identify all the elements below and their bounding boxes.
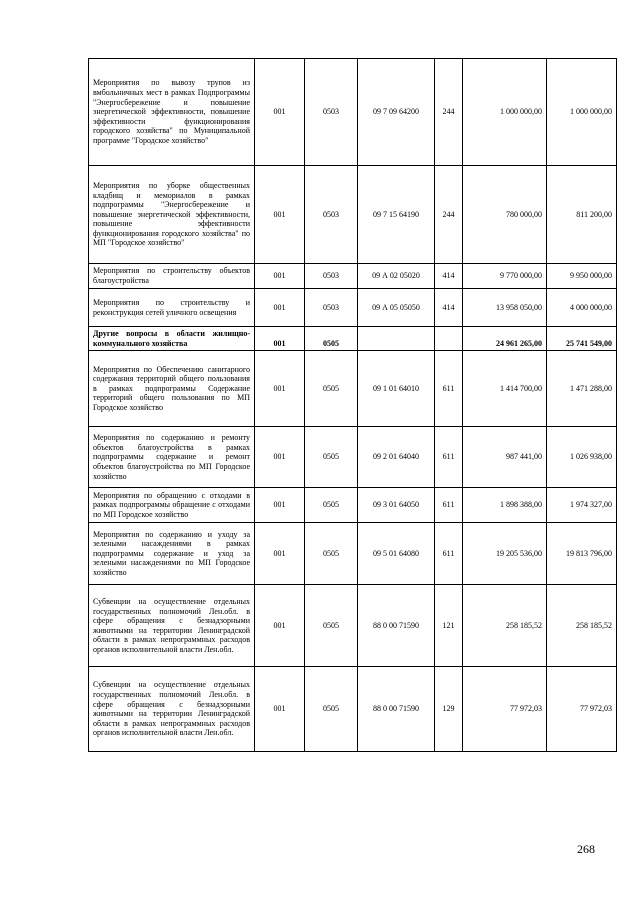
section-code: 0505	[305, 351, 358, 427]
table-row	[89, 667, 617, 752]
expense-type-code: 414	[435, 264, 463, 289]
amount-year-2: 77 972,03	[547, 667, 617, 752]
budget-item-name: Мероприятия по строительству и реконструкция сетей уличного освещения	[89, 289, 255, 327]
section-code: 0505	[305, 427, 358, 488]
amount-year-1: 258 185,52	[463, 585, 547, 667]
amount-year-2: 1 026 938,00	[547, 427, 617, 488]
grbs-code: 001	[255, 327, 305, 351]
target-article-code: 09 3 01 64050	[358, 488, 435, 523]
section-code: 0503	[305, 264, 358, 289]
target-article-code: 88 0 00 71590	[358, 667, 435, 752]
amount-year-1: 9 770 000,00	[463, 264, 547, 289]
expense-type-code: 414	[435, 289, 463, 327]
grbs-code: 001	[255, 427, 305, 488]
budget-item-name: Мероприятия по строительству объектов благоустройства	[89, 264, 255, 289]
table-row	[89, 488, 617, 523]
section-code: 0505	[305, 488, 358, 523]
budget-item-name: Другие вопросы в области жилищно-коммунального хозяйства	[89, 327, 255, 351]
table-row	[89, 289, 617, 327]
amount-year-2: 25 741 549,00	[547, 327, 617, 351]
expense-type-code: 611	[435, 427, 463, 488]
expense-type-code: 244	[435, 166, 463, 264]
grbs-code: 001	[255, 166, 305, 264]
grbs-code: 001	[255, 264, 305, 289]
target-article-code: 09 А 05 05050	[358, 289, 435, 327]
amount-year-1: 1 898 388,00	[463, 488, 547, 523]
budget-item-name: Мероприятия по содержанию и ремонту объектов благоустройства в рамках подпрограммы содержание и ремонт объектов благоустройства по МП Городское хозяйство	[89, 427, 255, 488]
expense-type-code: 611	[435, 523, 463, 585]
amount-year-2: 258 185,52	[547, 585, 617, 667]
budget-item-name: Субвенции на осуществление отдельных государственных полномочий Лен.обл. в сфере обращения с безнадзорными животными на территории Ленинградской области в рамках непрограммных расходов органов исполнительной власти Лен.обл.	[89, 667, 255, 752]
budget-item-name: Мероприятия по Обеспечению санитарного содержания территорий общего пользования в рамках подпрограммы Содержание территорий общего пользования по МП Городское хозяйство	[89, 351, 255, 427]
target-article-code: 09 А 02 05020	[358, 264, 435, 289]
target-article-code: 88 0 00 71590	[358, 585, 435, 667]
expense-type-code	[435, 327, 463, 351]
expense-type-code: 121	[435, 585, 463, 667]
target-article-code	[358, 327, 435, 351]
budget-item-name: Субвенции на осуществление отдельных государственных полномочий Лен.обл. в сфере обращения с безнадзорными животными на территории Ленинградской области в рамках непрограммных расходов органов исполнительной власти Лен.обл.	[89, 585, 255, 667]
budget-item-name: Мероприятия по обращению с отходами в рамках подпрограммы обращение с отходами по МП Городское хозяйство	[89, 488, 255, 523]
grbs-code: 001	[255, 488, 305, 523]
amount-year-2: 811 200,00	[547, 166, 617, 264]
expense-type-code: 611	[435, 351, 463, 427]
budget-item-name: Мероприятия по вывозу трупов из вмбольничных мест в рамках Подпрограммы "Энергосбережение и повышение энергетической эффективности, повышение эффективности функционирования городского хозяйства" по Муниципальной программе "Городское хозяйство"	[89, 59, 255, 166]
target-article-code: 09 1 01 64010	[358, 351, 435, 427]
expense-type-code: 244	[435, 59, 463, 166]
target-article-code: 09 7 09 64200	[358, 59, 435, 166]
expense-type-code: 611	[435, 488, 463, 523]
amount-year-2: 9 950 000,00	[547, 264, 617, 289]
target-article-code: 09 2 01 64040	[358, 427, 435, 488]
section-code: 0505	[305, 327, 358, 351]
grbs-code: 001	[255, 289, 305, 327]
table-row	[89, 351, 617, 427]
amount-year-2: 1 974 327,00	[547, 488, 617, 523]
table-row	[89, 59, 617, 166]
amount-year-1: 1 414 700,00	[463, 351, 547, 427]
grbs-code: 001	[255, 351, 305, 427]
table-row	[89, 327, 617, 351]
budget-table-body	[89, 59, 617, 752]
page-number: 268	[577, 842, 595, 856]
amount-year-2: 19 813 796,00	[547, 523, 617, 585]
grbs-code: 001	[255, 523, 305, 585]
amount-year-1: 13 958 050,00	[463, 289, 547, 327]
expense-type-code: 129	[435, 667, 463, 752]
budget-item-name: Мероприятия по уборке общественных кладбищ и мемориалов в рамках подпрограммы "Энергосбережение и повышение энергетической эффективности, повышение эффективности функционирования городского хозяйства" по МП "Городское хозяйство"	[89, 166, 255, 264]
grbs-code: 001	[255, 667, 305, 752]
amount-year-2: 1 000 000,00	[547, 59, 617, 166]
table-row	[89, 264, 617, 289]
amount-year-2: 4 000 000,00	[547, 289, 617, 327]
amount-year-1: 987 441,00	[463, 427, 547, 488]
grbs-code: 001	[255, 59, 305, 166]
budget-item-name: Мероприятия по содержанию и уходу за зелеными насаждениями в рамках подпрограммы содержание и уход за зелеными насаждениями по МП Городское хозяйство	[89, 523, 255, 585]
target-article-code: 09 5 01 64080	[358, 523, 435, 585]
amount-year-2: 1 471 288,00	[547, 351, 617, 427]
section-code: 0505	[305, 585, 358, 667]
amount-year-1: 780 000,00	[463, 166, 547, 264]
section-code: 0503	[305, 166, 358, 264]
table-row	[89, 523, 617, 585]
budget-table	[88, 58, 617, 752]
table-row	[89, 585, 617, 667]
table-row	[89, 427, 617, 488]
table-row	[89, 166, 617, 264]
amount-year-1: 77 972,03	[463, 667, 547, 752]
amount-year-1: 1 000 000,00	[463, 59, 547, 166]
section-code: 0503	[305, 289, 358, 327]
target-article-code: 09 7 15 64190	[358, 166, 435, 264]
amount-year-1: 24 961 265,00	[463, 327, 547, 351]
section-code: 0505	[305, 523, 358, 585]
grbs-code: 001	[255, 585, 305, 667]
amount-year-1: 19 205 536,00	[463, 523, 547, 585]
section-code: 0503	[305, 59, 358, 166]
section-code: 0505	[305, 667, 358, 752]
